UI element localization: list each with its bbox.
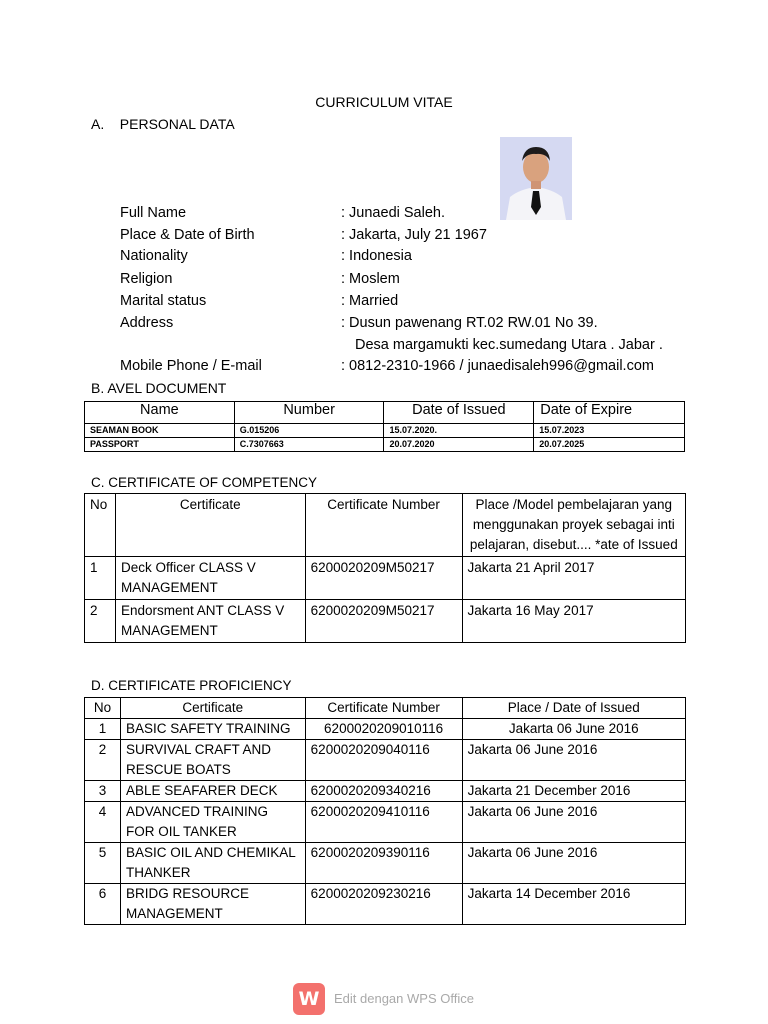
cell: 20.07.2020 [384, 438, 534, 452]
cell: 6200020209M50217 [305, 600, 462, 643]
cell: SEAMAN BOOK [85, 424, 235, 438]
cell: 1 [85, 557, 116, 600]
label-full-name: Full Name [120, 205, 187, 221]
cell: 2 [85, 600, 116, 643]
cell: 3 [85, 781, 121, 802]
cell: 6200020209230216 [305, 884, 462, 925]
header-date-issued: Date of Issued [384, 402, 534, 424]
table-header-row [85, 494, 686, 557]
cell: BASIC SAFETY TRAINING [120, 719, 305, 740]
label-nationality: Nationality [120, 248, 188, 264]
header-no: No [85, 494, 116, 557]
cell: 2 [85, 740, 121, 781]
cell: Jakarta 16 May 2017 [462, 600, 685, 643]
table-row [85, 884, 686, 925]
header-date-expire: Date of Expire [534, 402, 685, 424]
cell: 15.07.2023 [534, 424, 685, 438]
cell: Jakarta 06 June 2016 [462, 843, 685, 884]
cell: Jakarta 06 June 2016 [462, 719, 685, 740]
cell: ABLE SEAFARER DECK [120, 781, 305, 802]
section-proficiency: D. CERTIFICATE PROFICIENCY [91, 678, 292, 693]
cell: PASSPORT [85, 438, 235, 452]
table-row [85, 740, 686, 781]
table-row [85, 802, 686, 843]
cell: Jakarta 06 June 2016 [462, 802, 685, 843]
wps-logo-letter: W [298, 988, 320, 1010]
value-religion: : Moslem [341, 271, 400, 287]
value-nationality: : Indonesia [341, 248, 412, 264]
header-place-date: Place /Model pembelajaran yang menggunakan proyek sebagai inti pelajaran, disebut.... *ate of Issued [462, 494, 685, 557]
header-place-date: Place / Date of Issued [462, 698, 685, 719]
cell: G.015206 [234, 424, 384, 438]
cell: 15.07.2020. [384, 424, 534, 438]
cell: Jakarta 21 April 2017 [462, 557, 685, 600]
value-birth: : Jakarta, July 21 1967 [341, 227, 487, 243]
cell: Deck Officer CLASS V MANAGEMENT [115, 557, 305, 600]
cell: 5 [85, 843, 121, 884]
value-address-line2: Desa margamukti kec.sumedang Utara . Jabar . [355, 337, 663, 353]
value-marital: : Married [341, 293, 399, 309]
cell: Jakarta 14 December 2016 [462, 884, 685, 925]
table-row [85, 557, 686, 600]
section-travel-document: B. AVEL DOCUMENT [91, 380, 227, 396]
label-address: Address [120, 315, 174, 331]
value-full-name: : Junaedi Saleh. [341, 205, 445, 221]
cell: 6200020209040116 [305, 740, 462, 781]
cell: ADVANCED TRAINING FOR OIL TANKER [120, 802, 305, 843]
label-religion: Religion [120, 271, 173, 287]
travel-document-table [84, 401, 685, 452]
header-no: No [85, 698, 121, 719]
table-row [85, 843, 686, 884]
section-personal-data: A. PERSONAL DATA [91, 116, 235, 132]
value-address: : Dusun pawenang RT.02 RW.01 No 39. [341, 315, 598, 331]
header-certificate-number: Certificate Number [305, 698, 462, 719]
page-title: CURRICULUM VITAE [315, 94, 453, 110]
cell: Jakarta 06 June 2016 [462, 740, 685, 781]
cell: BASIC OIL AND CHEMIKAL THANKER [120, 843, 305, 884]
header-number: Number [234, 402, 384, 424]
cell: 6200020209340216 [305, 781, 462, 802]
table-row [85, 719, 686, 740]
header-certificate-number: Certificate Number [305, 494, 462, 557]
wps-logo-icon[interactable] [293, 983, 325, 1015]
table-header-row [85, 402, 685, 424]
cell: 6200020209010116 [305, 719, 462, 740]
table-row [85, 781, 686, 802]
cell: 6200020209M50217 [305, 557, 462, 600]
cell: 6200020209410116 [305, 802, 462, 843]
cell: 20.07.2025 [534, 438, 685, 452]
cell: SURVIVAL CRAFT AND RESCUE BOATS [120, 740, 305, 781]
table-header-row [85, 698, 686, 719]
cell: Endorsment ANT CLASS V MANAGEMENT [115, 600, 305, 643]
header-certificate: Certificate [115, 494, 305, 557]
cell: 1 [85, 719, 121, 740]
label-birth: Place & Date of Birth [120, 227, 255, 243]
cell: 6 [85, 884, 121, 925]
table-row [85, 600, 686, 643]
table-row [85, 424, 685, 438]
cell: 6200020209390116 [305, 843, 462, 884]
cell: BRIDG RESOURCE MANAGEMENT [120, 884, 305, 925]
value-contact: : 0812-2310-1966 / junaedisaleh996@gmail.com [341, 358, 654, 374]
wps-edit-link[interactable]: Edit dengan WPS Office [334, 991, 474, 1006]
cell: 4 [85, 802, 121, 843]
proficiency-table [84, 697, 686, 925]
section-competency: C. CERTIFICATE OF COMPETENCY [91, 475, 318, 490]
profile-photo [500, 137, 572, 220]
cell: C.7307663 [234, 438, 384, 452]
table-row [85, 438, 685, 452]
header-name: Name [85, 402, 235, 424]
competency-table [84, 493, 686, 643]
cell: Jakarta 21 December 2016 [462, 781, 685, 802]
label-marital: Marital status [120, 293, 207, 309]
label-contact: Mobile Phone / E-mail [120, 358, 262, 374]
header-certificate: Certificate [120, 698, 305, 719]
